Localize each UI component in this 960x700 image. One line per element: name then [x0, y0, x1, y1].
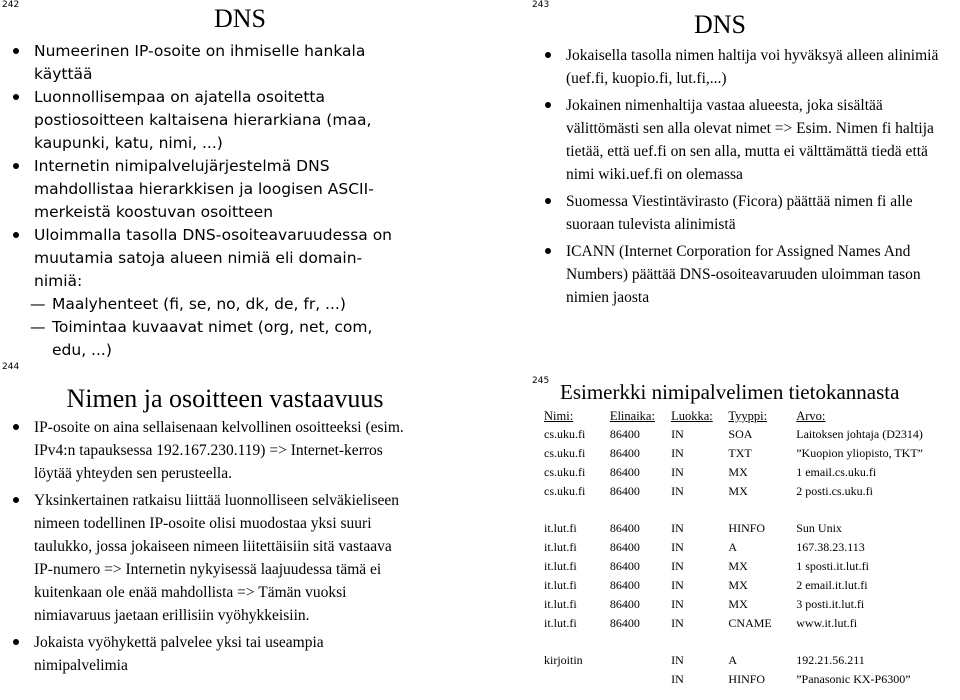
bullet-dot-icon	[13, 232, 19, 238]
table-cell: 86400	[609, 521, 640, 535]
table-cell: it.lut.fi	[544, 521, 577, 535]
bullet-dot-icon	[13, 497, 19, 503]
table-cell: it.lut.fi	[544, 578, 577, 592]
table-cell: MX	[728, 597, 748, 611]
table-cell: Laitoksen johtaja (D2314)	[796, 427, 923, 441]
table-cell: 86400	[609, 484, 640, 498]
table-cell: IN	[671, 578, 684, 592]
table-row	[544, 463, 960, 482]
table-spacer-row	[544, 633, 960, 651]
slide-title: Esimerkki nimipalvelimen tietokannasta	[560, 380, 900, 404]
bullet-item: IP-osoite on aina sellaisenaan kelvollinen osoitteeksi (esim. IPv4:n tapauksessa 192.167.230.119) => Internet-kerros löytää yhteyden sen perusteella.	[8, 416, 408, 485]
table-cell: MX	[728, 578, 748, 592]
page-number: 243	[532, 0, 550, 10]
table-cell: IN	[671, 616, 684, 630]
table-cell	[610, 651, 671, 670]
table-cell: A	[728, 540, 738, 554]
table-row	[544, 538, 960, 557]
table-cell: SOA	[728, 427, 753, 441]
bullet-item: Suomessa Viestintävirasto (Ficora) päättää nimen fi alle suoraan tulevista alinimistä	[540, 190, 942, 236]
slide-242	[0, 0, 480, 359]
bullet-dot-icon	[13, 424, 19, 430]
table-cell: IN	[671, 484, 684, 498]
bullet-item: Jokaisella tasolla nimen haltija voi hyväksyä alleen alinimiä (uef.fi, kuopio.fi, lut.fi,...)	[540, 44, 942, 90]
slide-243	[480, 0, 960, 350]
table-cell: Sun Unix	[796, 521, 842, 535]
table-row	[544, 651, 960, 670]
table-cell: HINFO	[728, 672, 766, 686]
bullet-dot-icon	[13, 639, 19, 645]
table-cell: cs.uku.fi	[544, 446, 586, 460]
table-cell: IN	[671, 427, 684, 441]
table-cell: MX	[728, 465, 748, 479]
table-cell: 86400	[609, 427, 640, 441]
bullet-dot-icon	[13, 163, 19, 169]
table-cell: ”Panasonic KX-P6300”	[796, 672, 911, 686]
table-row	[544, 670, 960, 689]
page-number: 245	[532, 376, 550, 386]
table-cell: IN	[671, 597, 684, 611]
table-cell: 2 email.it.lut.fi	[796, 578, 868, 592]
table-cell: cs.uku.fi	[544, 484, 586, 498]
dash-icon: —	[30, 318, 46, 336]
sub-bullet-item: — Maalyhenteet (fi, se, no, dk, de, fr, ...)	[8, 293, 408, 316]
bullet-item: Internetin nimipalvelujärjestelmä DNS mahdollistaa hierarkkisen ja loogisen ASCII-merkeistä koostuvan osoitteen	[8, 155, 408, 224]
table-cell	[544, 501, 960, 519]
table-cell: 86400	[609, 559, 640, 573]
bullet-item: Jokainen nimenhaltija vastaa alueesta, joka sisältää välittömästi sen alla olevat nimet => Esim. Nimen fi haltija tietää, että uef.fi on sen alla, mutta ei välttämättä tiedä että nimi wiki.uef.fi on olemassa	[540, 94, 942, 186]
bullet-dot-icon	[13, 94, 19, 100]
column-header-type: Tyyppi:	[728, 409, 768, 423]
table-cell: A	[728, 653, 738, 667]
table-cell: IN	[671, 446, 684, 460]
table-row	[544, 614, 960, 633]
table-row	[544, 595, 960, 614]
slide-title: DNS	[213, 4, 266, 33]
table-cell: IN	[671, 540, 684, 554]
slide-title: Nimen ja osoitteen vastaavuus	[66, 384, 384, 413]
slide-245	[480, 350, 960, 700]
table-cell: it.lut.fi	[544, 540, 577, 554]
table-cell: HINFO	[728, 521, 766, 535]
table-cell: www.it.lut.fi	[796, 616, 858, 630]
bullet-item: Yksinkertainen ratkaisu liittää luonnolliseen selväkieliseen nimeen todellinen IP-osoite olisi muodostaa yksi suuri taulukko, jossa jokaiseen nimeen liitettäisiin sitä vastaava IP-numero => Internetin nykyisessä laajuudessa tämä ei kuitenkaan ole enää mahdollista => Tämän vuoksi nimiavaruus jaetaan erillisiin vyöhykkeisiin.	[8, 489, 408, 627]
table-cell: MX	[728, 484, 748, 498]
table-cell: 1 sposti.it.lut.fi	[796, 559, 869, 573]
dash-icon: —	[30, 295, 46, 313]
bullet-list	[8, 40, 408, 362]
table-row	[544, 482, 960, 501]
table-header-row	[544, 408, 960, 425]
table-row	[544, 557, 960, 576]
table-cell: TXT	[728, 446, 752, 460]
table-cell	[544, 670, 610, 689]
table-cell	[610, 670, 671, 689]
table-cell: 2 posti.cs.uku.fi	[796, 484, 873, 498]
slide-244	[0, 350, 480, 700]
table-cell: 192.21.56.211	[796, 653, 865, 667]
table-cell: it.lut.fi	[544, 559, 577, 573]
table-cell: 86400	[609, 540, 640, 554]
table-cell: it.lut.fi	[544, 616, 577, 630]
dns-records-table	[544, 408, 960, 689]
table-cell: it.lut.fi	[544, 597, 577, 611]
table-cell: 86400	[609, 597, 640, 611]
table-cell: 3 posti.it.lut.fi	[796, 597, 865, 611]
table-cell: cs.uku.fi	[544, 465, 586, 479]
table-cell: 86400	[609, 446, 640, 460]
bullet-item: Luonnollisempaa on ajatella osoitetta postiosoitteen kaltaisena hierarkiana (maa, kaupunki, katu, nimi, ...)	[8, 86, 408, 155]
table-cell: 86400	[609, 465, 640, 479]
table-cell: IN	[671, 653, 684, 667]
bullet-dot-icon	[545, 248, 551, 254]
table-row	[544, 576, 960, 595]
table-cell: 167.38.23.113	[796, 540, 865, 554]
slide-title: DNS	[693, 10, 746, 39]
table-cell: IN	[671, 559, 684, 573]
column-header-ttl: Elinaika:	[609, 409, 655, 423]
table-row	[544, 425, 960, 444]
table-cell: 1 email.cs.uku.fi	[796, 465, 877, 479]
table-spacer-row	[544, 501, 960, 519]
table-row	[544, 519, 960, 538]
column-header-value: Arvo:	[796, 409, 826, 423]
table-cell: 86400	[609, 616, 640, 630]
table-cell: IN	[671, 465, 684, 479]
column-header-class: Luokka:	[671, 409, 713, 423]
sub-bullet-item: — Toimintaa kuvaavat nimet (org, net, com, edu, ...)	[30, 318, 373, 359]
bullet-item: ICANN (Internet Corporation for Assigned Names And Numbers) päättää DNS-osoiteavaruuden uloimman tason nimien jaosta	[540, 240, 942, 309]
bullet-dot-icon	[545, 198, 551, 204]
table-cell: cs.uku.fi	[544, 427, 586, 441]
table-cell: IN	[671, 672, 684, 686]
bullet-dot-icon	[545, 102, 551, 108]
bullet-item: Uloimmalla tasolla DNS-osoiteavaruudessa on muutamia satoja alueen nimiä eli domain-nimiä: — Maalyhenteet (fi, se, no, dk, de, fr, ...) — Toimintaa kuvaavat nimet (org, net, com, edu, ...)	[8, 224, 408, 362]
bullet-dot-icon	[545, 52, 551, 58]
bullet-dot-icon	[13, 48, 19, 54]
table-cell	[544, 633, 960, 651]
page-number: 244	[2, 362, 20, 372]
table-cell: kirjoitin	[544, 653, 583, 667]
table-cell: CNAME	[728, 616, 772, 630]
bullet-list	[540, 44, 942, 309]
bullet-item: Jokaista vyöhykettä palvelee yksi tai useampia nimipalvelimia	[8, 631, 408, 677]
bullet-item: Numeerinen IP-osoite on ihmiselle hankala käyttää	[8, 40, 408, 86]
bullet-list	[8, 416, 408, 677]
table-cell: 86400	[609, 578, 640, 592]
table-cell: ”Kuopion yliopisto, TKT”	[796, 446, 924, 460]
table-row	[544, 444, 960, 463]
table-cell: IN	[671, 521, 684, 535]
page-number: 242	[2, 0, 20, 10]
column-header-name: Nimi:	[544, 409, 574, 423]
table-cell: MX	[728, 559, 748, 573]
